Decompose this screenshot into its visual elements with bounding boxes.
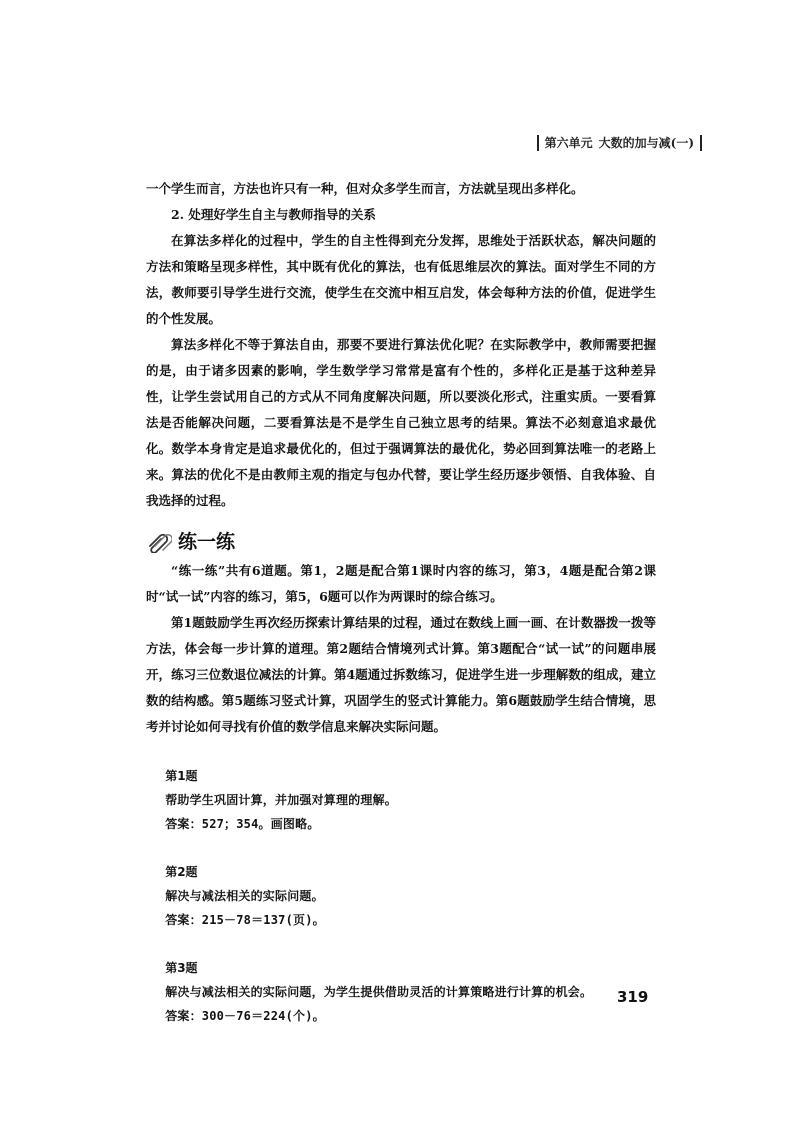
section-heading [146, 528, 656, 556]
paperclip-icon [146, 531, 172, 553]
section-paragraph: 第1题鼓励学生再次经历探索计算结果的过程，通过在数线上画一画、在计数器拨一拨等方法，体会每一步计算的道理。第2题结合情境列式计算。第3题配合“试一试”的问题串展开，练习三位数退位减法的计算。第4题通过拆数练习，促进学生进一步理解数的组成，建立数的结构感。第5题练习竖式计算，巩固学生的竖式计算能力。第6题鼓励学生结合情境，思考并讨论如何寻找有价值的数学信息来解决实际问题。 [146, 615, 656, 734]
exercise-description: 帮助学生巩固计算，并加强对算理的理解。 [165, 793, 397, 807]
section-paragraph: “练一练”共有6道题。第1，2题是配合第1课时内容的练习，第3，4题是配合第2课时“试一试”内容的练习，第5，6题可以作为两课时的综合练习。 [146, 563, 656, 604]
exercise-block [146, 860, 656, 932]
header-title: 大数的加与减(一) [598, 136, 694, 150]
subsection-heading: 2. 处理好学生自主与教师指导的关系 [171, 207, 376, 222]
exercise-answer: 答案：215－78＝137(页)。 [165, 913, 325, 927]
section-title: 练一练 [178, 531, 236, 553]
body-paragraph: 算法多样化不等于算法自由，那要不要进行算法优化呢？在实际教学中，教师需要把握的是，由于诸多因素的影响，学生数学学习常常是富有个性的，多样化正是基于这种差异性，让学生尝试用自己的方式从不同角度解决问题，所以要淡化形式，注重实质。一要看算法是否能解决问题，二要看算法是不是学生自己独立思考的结果。算法不必刻意追求最优化。数学本身肯定是追求最优化的，但过于强调算法的最优化，势必回到算法唯一的老路上来。算法的优化不是由教师主观的指定与包办代替，要让学生经历逐步领悟、自我体验、自我选择的过程。 [146, 337, 656, 508]
header-right-bar [700, 135, 702, 151]
exercise-title: 第3题 [165, 961, 198, 975]
exercise-description: 解决与减法相关的实际问题，为学生提供借助灵活的计算策略进行计算的机会。 [165, 985, 593, 999]
page-number: 319 [617, 988, 649, 1006]
page-content [146, 176, 656, 1028]
exercise-description: 解决与减法相关的实际问题。 [165, 889, 324, 903]
header-unit: 第六单元 [544, 136, 593, 150]
exercise-answer: 答案：300－76＝224(个)。 [165, 1009, 325, 1023]
header-left-bar [537, 135, 539, 151]
continued-paragraph: 一个学生而言，方法也许只有一种，但对众多学生而言，方法就呈现出多样化。 [146, 181, 584, 196]
exercise-block [146, 956, 656, 1028]
body-paragraph: 在算法多样化的过程中，学生的自主性得到充分发挥，思维处于活跃状态，解决问题的方法和策略呈现多样性，其中既有优化的算法，也有低思维层次的算法。面对学生不同的方法，教师要引导学生进行交流，使学生在交流中相互启发，体会每种方法的价值，促进学生的个性发展。 [146, 233, 656, 326]
running-header [537, 134, 702, 151]
exercise-block [146, 764, 656, 836]
exercise-answer: 答案：527；354。画图略。 [165, 817, 320, 831]
exercise-title: 第1题 [165, 769, 198, 783]
exercise-title: 第2题 [165, 865, 198, 879]
